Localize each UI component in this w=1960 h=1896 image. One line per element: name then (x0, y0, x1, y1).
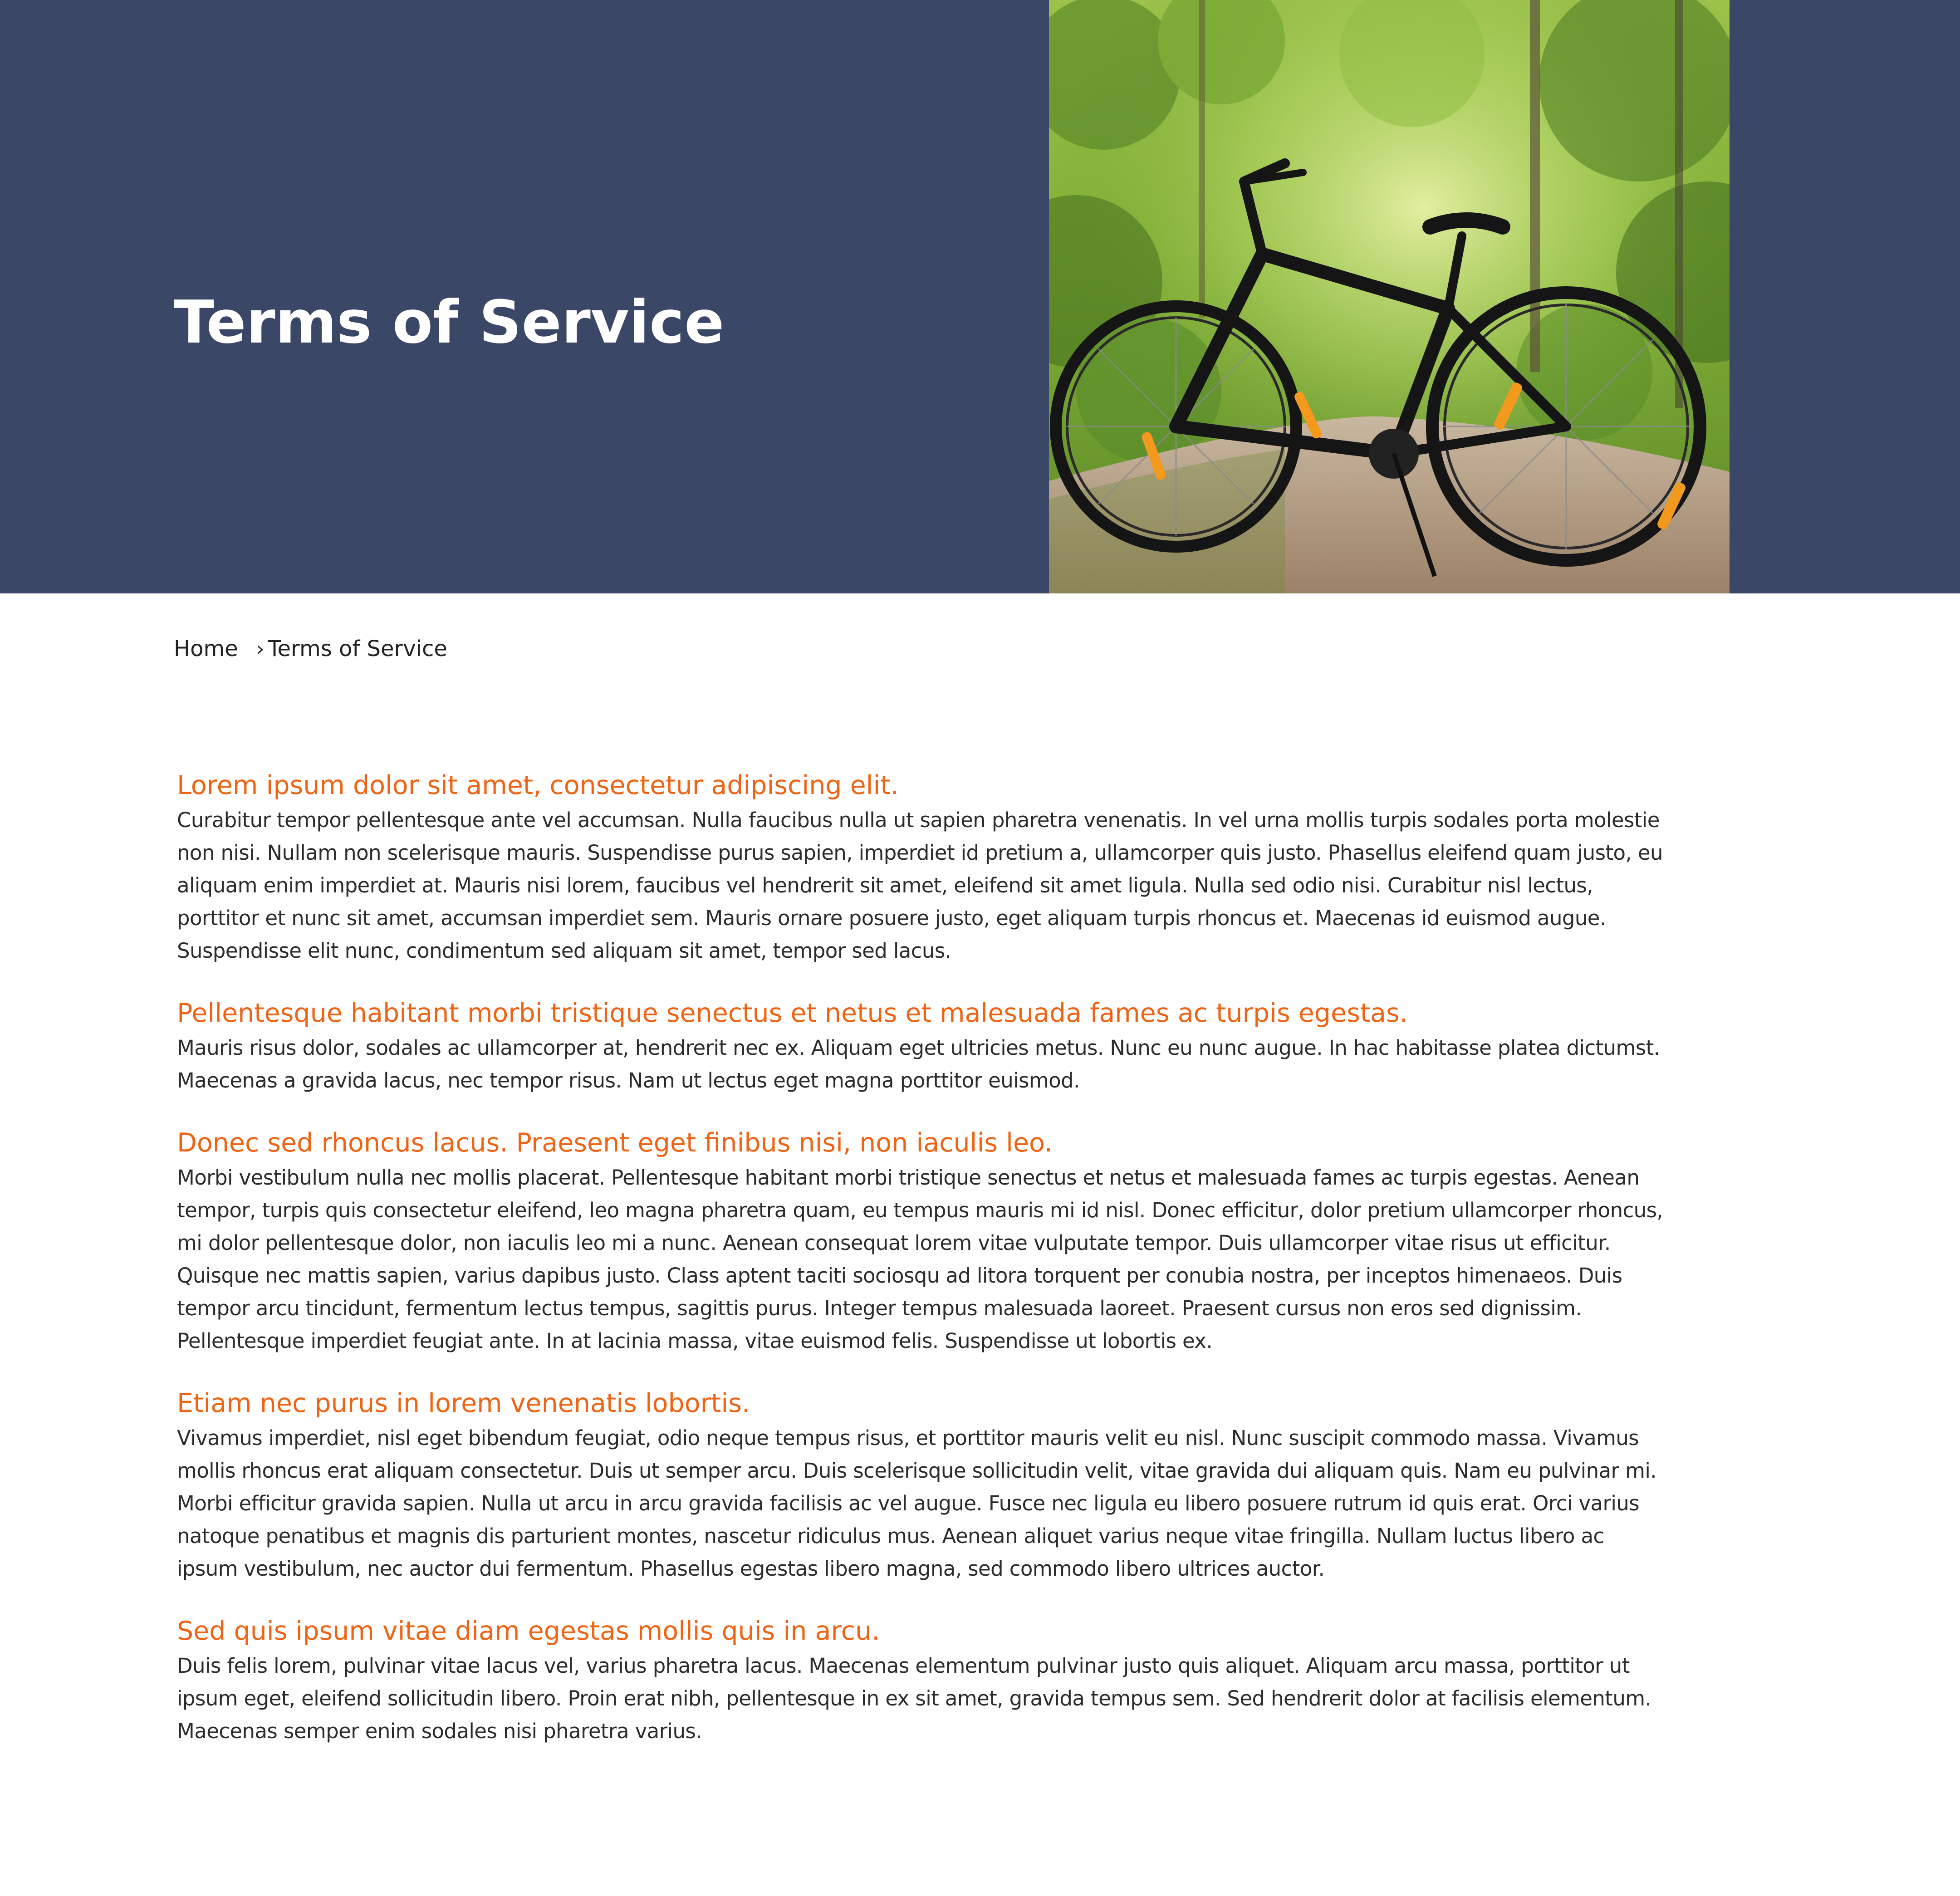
page-title: Terms of Service (174, 288, 725, 357)
hero-banner (0, 0, 1960, 593)
terms-section (177, 1385, 1674, 1585)
hero-image (1049, 0, 1730, 593)
breadcrumb-separator-icon: › (256, 637, 265, 661)
section-heading: Etiam nec purus in lorem venenatis lobortis. (177, 1388, 750, 1418)
terms-content (177, 767, 1674, 1775)
breadcrumb-current: Terms of Service (268, 636, 447, 661)
terms-section (177, 995, 1674, 1097)
breadcrumb-home-link[interactable]: Home (174, 636, 238, 661)
section-heading: Lorem ipsum dolor sit amet, consectetur adipiscing elit. (177, 770, 899, 800)
terms-section (177, 1124, 1674, 1357)
section-body: Morbi vestibulum nulla nec mollis placerat. Pellentesque habitant morbi tristique senectus et netus et malesuada fames ac turpis egestas. Aenean tempor, turpis quis consectetur eleifend, leo magna pharetra quam, eu tempus mauris mi id nisl. Donec efficitur, dolor pretium ullamcorper rhoncus, mi dolor pellentesque dolor, non iaculis leo mi a nunc. Aenean consequat lorem vitae vulputate tempor. Duis ullamcorper vitae risus ut efficitur. Quisque nec mattis sapien, varius dapibus justo. Class aptent taciti sociosqu ad litora torquent per conubia nostra, per inceptos himenaeos. Duis tempor arcu tincidunt, fermentum lectus tempus, sagittis purus. Integer tempus malesuada laoreet. Praesent cursus non eros sed dignissim. Pellentesque imperdiet feugiat ante. In at lacinia massa, vitae euismod felis. Suspendisse ut lobortis ex. (177, 1166, 1663, 1353)
section-body: Vivamus imperdiet, nisl eget bibendum feugiat, odio neque tempus risus, et porttitor mauris velit eu nisl. Nunc suscipit commodo massa. Vivamus mollis rhoncus erat aliquam consectetur. Duis ut semper arcu. Duis scelerisque sollicitudin velit, vitae gravida dui aliquam quis. Nam eu pulvinar mi. Morbi efficitur gravida sapien. Nulla ut arcu in arcu gravida facilisis ac vel augue. Fusce nec ligula eu libero posuere rutrum id quis erat. Orci varius natoque penatibus et magnis dis parturient montes, nascetur ridiculus mus. Aenean aliquet varius neque vitae fringilla. Nullam luctus libero ac ipsum vestibulum, nec auctor dui fermentum. Phasellus egestas libero magna, sed commodo libero ultrices auctor. (177, 1426, 1657, 1581)
section-body: Duis felis lorem, pulvinar vitae lacus vel, varius pharetra lacus. Maecenas elementum pulvinar justo quis aliquet. Aliquam arcu massa, porttitor ut ipsum eget, eleifend sollicitudin libero. Proin erat nibh, pellentesque in ex sit amet, gravida tempus sem. Sed hendrerit dolor at facilisis elementum. Maecenas semper enim sodales nisi pharetra varius. (177, 1654, 1651, 1743)
section-body: Mauris risus dolor, sodales ac ullamcorper at, hendrerit nec ex. Aliquam eget ultricies metus. Nunc eu nunc augue. In hac habitasse platea dictumst. Maecenas a gravida lacus, nec tempor risus. Nam ut lectus eget magna porttitor euismod. (177, 1036, 1660, 1093)
terms-section (177, 1612, 1674, 1748)
section-heading: Donec sed rhoncus lacus. Praesent eget finibus nisi, non iaculis leo. (177, 1128, 1053, 1158)
section-heading: Pellentesque habitant morbi tristique senectus et netus et malesuada fames ac turpis egestas. (177, 998, 1408, 1028)
bicycle-photo (1049, 0, 1730, 593)
terms-section (177, 767, 1674, 967)
breadcrumb (174, 633, 447, 665)
section-body: Curabitur tempor pellentesque ante vel accumsan. Nulla faucibus nulla ut sapien pharetra venenatis. In vel urna mollis turpis sodales porta molestie non nisi. Nullam non scelerisque mauris. Suspendisse purus sapien, imperdiet id pretium a, ullamcorper quis justo. Phasellus eleifend quam justo, eu aliquam enim imperdiet at. Mauris nisi lorem, faucibus vel hendrerit sit amet, eleifend sit amet ligula. Nulla sed odio nisi. Curabitur nisl lectus, porttitor et nunc sit amet, accumsan imperdiet sem. Mauris ornare posuere justo, eget aliquam turpis rhoncus et. Maecenas id euismod augue. Suspendisse elit nunc, condimentum sed aliquam sit amet, tempor sed lacus. (177, 808, 1663, 963)
section-heading: Sed quis ipsum vitae diam egestas mollis quis in arcu. (177, 1616, 880, 1646)
